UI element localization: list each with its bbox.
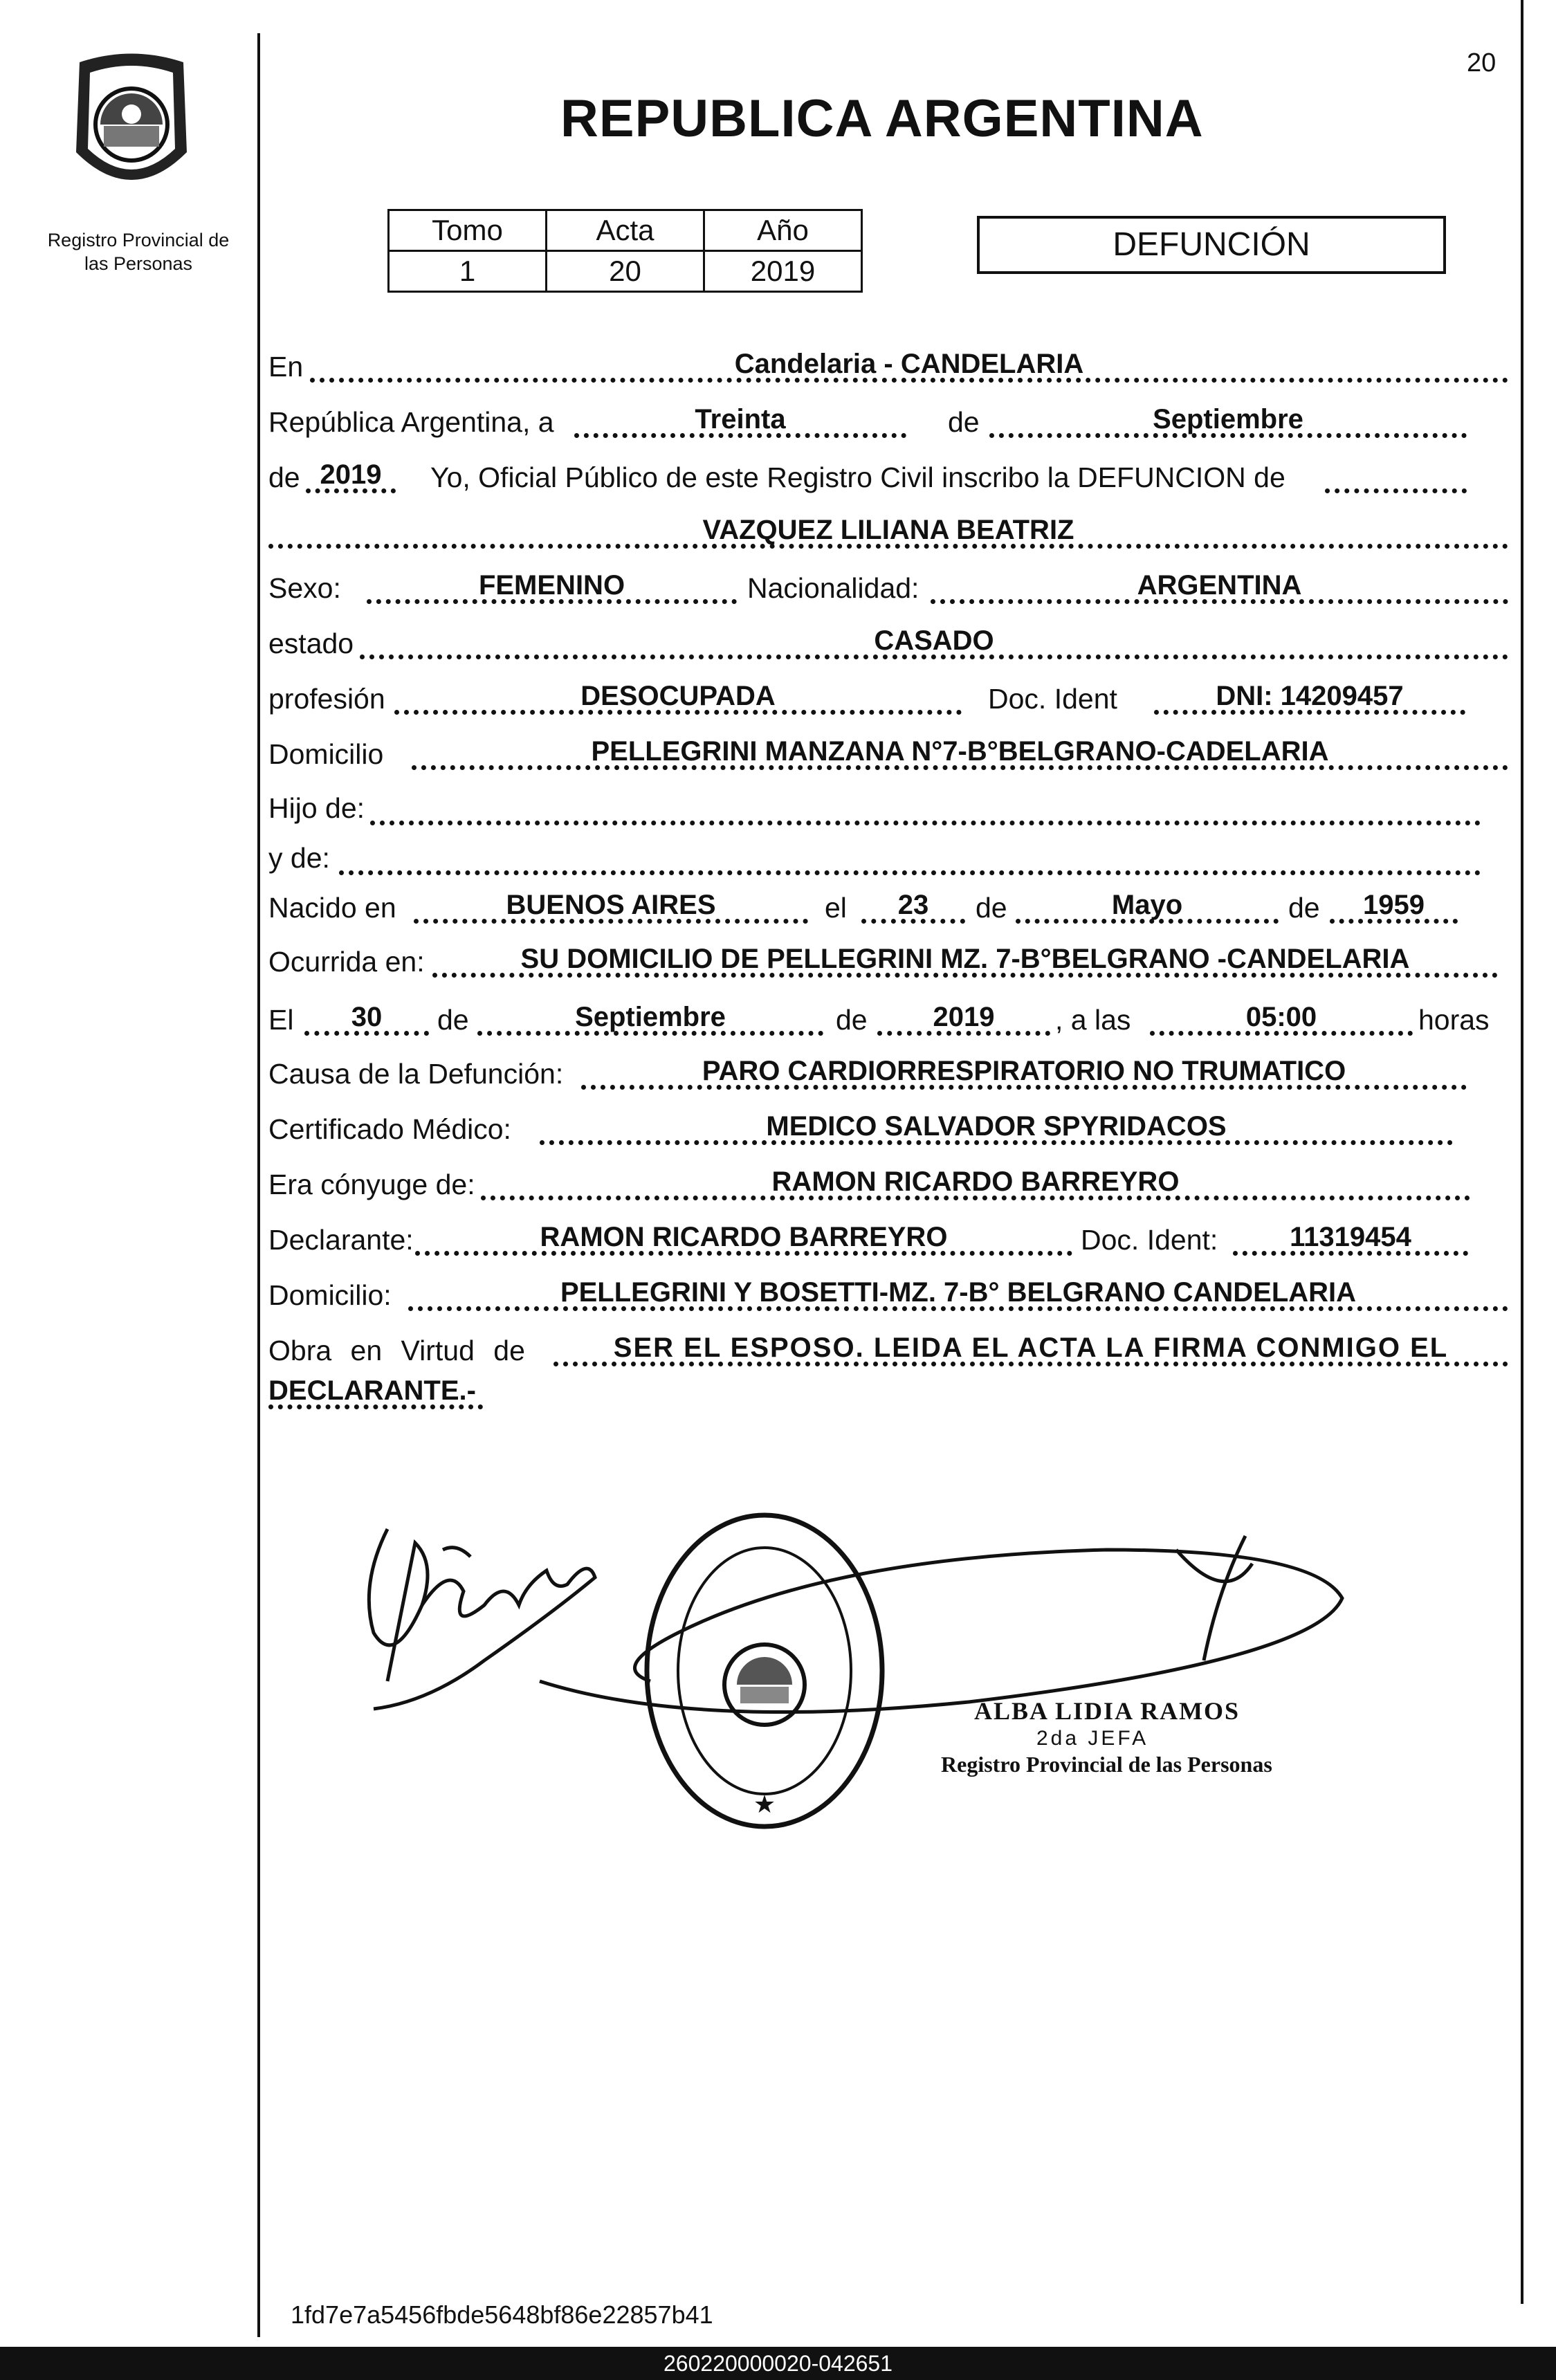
label-en: En [268,351,304,383]
field-anio: 2019 [306,461,396,493]
field-dia-texto: Treinta [574,405,906,438]
left-margin-line [257,33,260,2337]
registry-line-2: las Personas [84,253,193,274]
field-domicilio-declarante: PELLEGRINI Y BOSETTI-MZ. 7-B° BELGRANO CANDELARIA [408,1279,1508,1311]
field-conyuge: RAMON RICARDO BARREYRO [481,1168,1470,1200]
label-estado: estado [268,628,354,659]
field-defuncion-de-blank [1325,461,1467,493]
field-estado: CASADO [360,627,1508,659]
svg-text:★: ★ [753,1790,776,1818]
label-doc-ident-2: Doc. Ident: [1081,1224,1218,1256]
right-margin-line [1521,0,1523,2304]
field-nac-dia: 23 [861,891,965,924]
field-nombre: VAZQUEZ LILIANA BEATRIZ [268,516,1508,549]
field-profesion: DESOCUPADA [394,682,962,715]
label-ocurrida-en: Ocurrida en: [268,946,425,978]
label-y-de: y de: [268,842,330,874]
field-def-mes: Septiembre [477,1003,823,1036]
label-declarante: Declarante: [268,1224,414,1256]
label-el-1: el [825,892,847,924]
page-title: REPUBLICA ARGENTINA [560,89,1204,148]
label-domicilio: Domicilio [268,738,384,770]
label-de-2: de [268,461,300,493]
field-mes: Septiembre [989,405,1467,438]
value-anio: 2019 [704,251,862,292]
page-number: 20 [1467,48,1496,77]
label-profesion: profesión [268,683,385,715]
field-def-anio: 2019 [877,1003,1050,1036]
label-doc-ident: Doc. Ident [988,683,1117,715]
registry-line-1: Registro Provincial de [47,230,230,250]
field-sexo: FEMENINO [367,571,737,604]
field-nacionalidad: ARGENTINA [931,571,1508,604]
field-hijo-de [370,793,1481,825]
label-a-las: , a las [1055,1004,1131,1036]
label-hijo-de: Hijo de: [268,792,365,824]
label-de-6: de [836,1004,868,1036]
field-nac-mes: Mayo [1016,891,1279,924]
document-hash: 1fd7e7a5456fbde5648bf86e22857b41 [291,2300,713,2329]
label-domicilio-2: Domicilio: [268,1279,392,1311]
field-hora: 05:00 [1150,1003,1413,1036]
value-tomo: 1 [389,251,547,292]
field-certificado: MEDICO SALVADOR SPYRIDACOS [540,1113,1453,1145]
field-ocurrida-en: SU DOMICILIO DE PELLEGRINI MZ. 7-B°BELGRANO -CANDELARIA [432,945,1498,978]
header-anio: Año [704,210,862,251]
field-nacido-en: BUENOS AIRES [414,891,808,924]
barcode-bar [0,2347,1556,2380]
label-de-5: de [437,1004,469,1036]
barcode-text: 260220000020-042651 [663,2351,893,2376]
field-dni: DNI: 14209457 [1154,682,1465,715]
label-causa: Causa de la Defunción: [268,1058,564,1090]
field-def-dia: 30 [304,1003,429,1036]
field-y-de [339,843,1481,875]
misiones-logo [66,48,197,204]
field-domicilio: PELLEGRINI MANZANA N°7-B°BELGRANO-CADELARIA [412,738,1508,770]
field-obra-line2: DECLARANTE.- [268,1377,483,1409]
label-obra: Obra en Virtud de [268,1335,525,1366]
label-republica-a: República Argentina, a [268,406,554,438]
record-number-table [387,209,863,293]
header-acta: Acta [547,210,704,251]
label-yo-oficial: Yo, Oficial Público de este Registro Civil inscribo la DEFUNCION de [430,461,1285,493]
field-nac-anio: 1959 [1330,891,1458,924]
field-lugar: Candelaria - CANDELARIA [310,350,1508,383]
field-declarante-doc: 11319454 [1233,1223,1468,1256]
label-de-3: de [976,892,1007,924]
value-acta: 20 [547,251,704,292]
field-obra-line1: SER EL ESPOSO. LEIDA EL ACTA LA FIRMA CONMIGO EL [553,1334,1508,1366]
label-de-1: de [948,406,980,438]
field-causa: PARO CARDIORRESPIRATORIO NO TRUMATICO [581,1057,1467,1090]
official-office: Registro Provincial de las Personas [941,1752,1272,1777]
header-tomo: Tomo [389,210,547,251]
label-certificado: Certificado Médico: [268,1113,511,1145]
label-el-2: El [268,1004,294,1036]
label-nacido-en: Nacido en [268,892,396,924]
label-nacionalidad: Nacionalidad: [747,572,919,604]
label-conyuge: Era cónyuge de: [268,1169,475,1200]
official-role: 2da JEFA [1036,1727,1149,1750]
field-declarante: RAMON RICARDO BARREYRO [415,1223,1072,1256]
registry-name [21,228,256,275]
record-type-box: DEFUNCIÓN [977,216,1446,274]
label-de-4: de [1288,892,1320,924]
label-horas: horas [1418,1004,1490,1036]
label-sexo: Sexo: [268,572,341,604]
official-name: ALBA LIDIA RAMOS [974,1697,1241,1725]
